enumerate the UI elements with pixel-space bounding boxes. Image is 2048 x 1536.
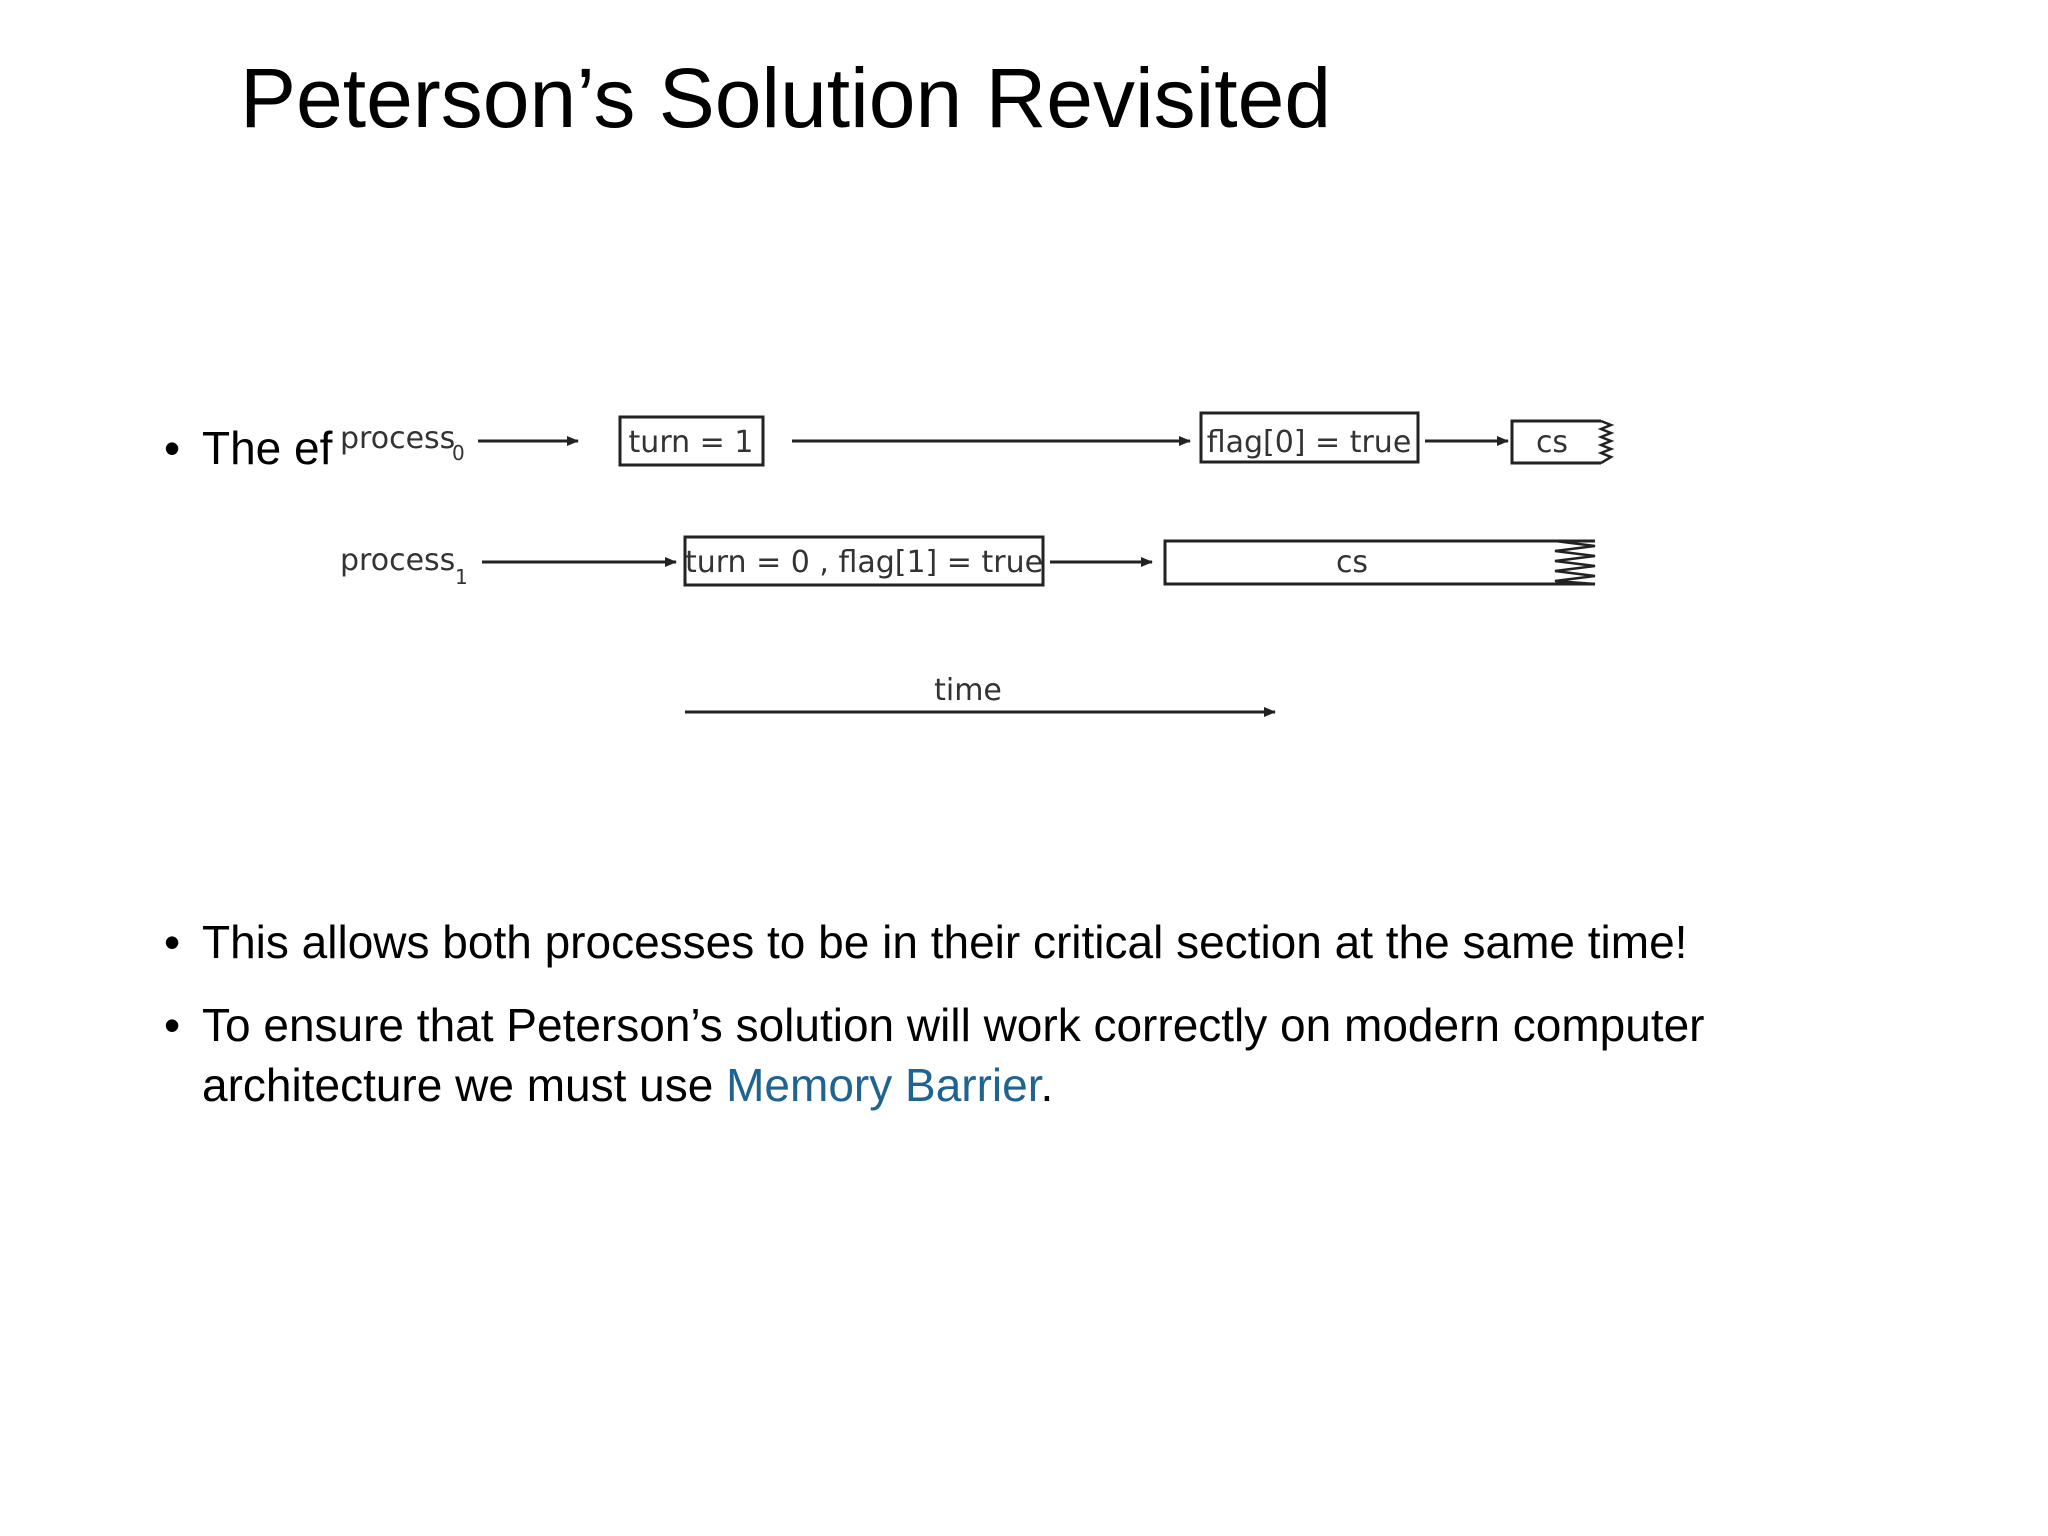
bullet-text-end: . xyxy=(1040,1059,1054,1111)
process0-flag-text: flag[0] = true xyxy=(1206,425,1412,460)
process0-label: process xyxy=(340,421,456,456)
bullet-text: To ensure that Peterson’s solution will work correctly on modern computer architecture we must use xyxy=(202,999,1705,1111)
slide-title: Peterson’s Solution Revisited xyxy=(240,51,1332,145)
process0-turn-text: turn = 1 xyxy=(628,425,754,460)
process1-step-text: turn = 0 , flag[1] = true xyxy=(684,545,1044,580)
process0-subscript: 0 xyxy=(452,441,465,465)
time-label: time xyxy=(934,673,1002,708)
bullet-dot: • xyxy=(164,916,181,968)
process1-cs-box xyxy=(1165,541,1595,584)
bullet-text: The ef xyxy=(202,422,333,474)
memory-barrier-link[interactable]: Memory Barrier xyxy=(726,1059,1041,1111)
bullet-dot: • xyxy=(164,422,181,474)
process0-cs-text: cs xyxy=(1535,425,1569,460)
process1-row xyxy=(340,537,1595,589)
bullet-text: This allows both processes to be in their critical section at the same time! xyxy=(202,916,1688,968)
process1-cs-text: cs xyxy=(1335,545,1369,580)
process0-cs-hatch xyxy=(1601,421,1611,463)
process0-row xyxy=(340,413,1611,465)
bullet-dot: • xyxy=(164,999,181,1051)
time-axis xyxy=(685,673,1275,712)
process1-subscript: 1 xyxy=(455,565,468,589)
process1-label: process xyxy=(340,543,456,578)
